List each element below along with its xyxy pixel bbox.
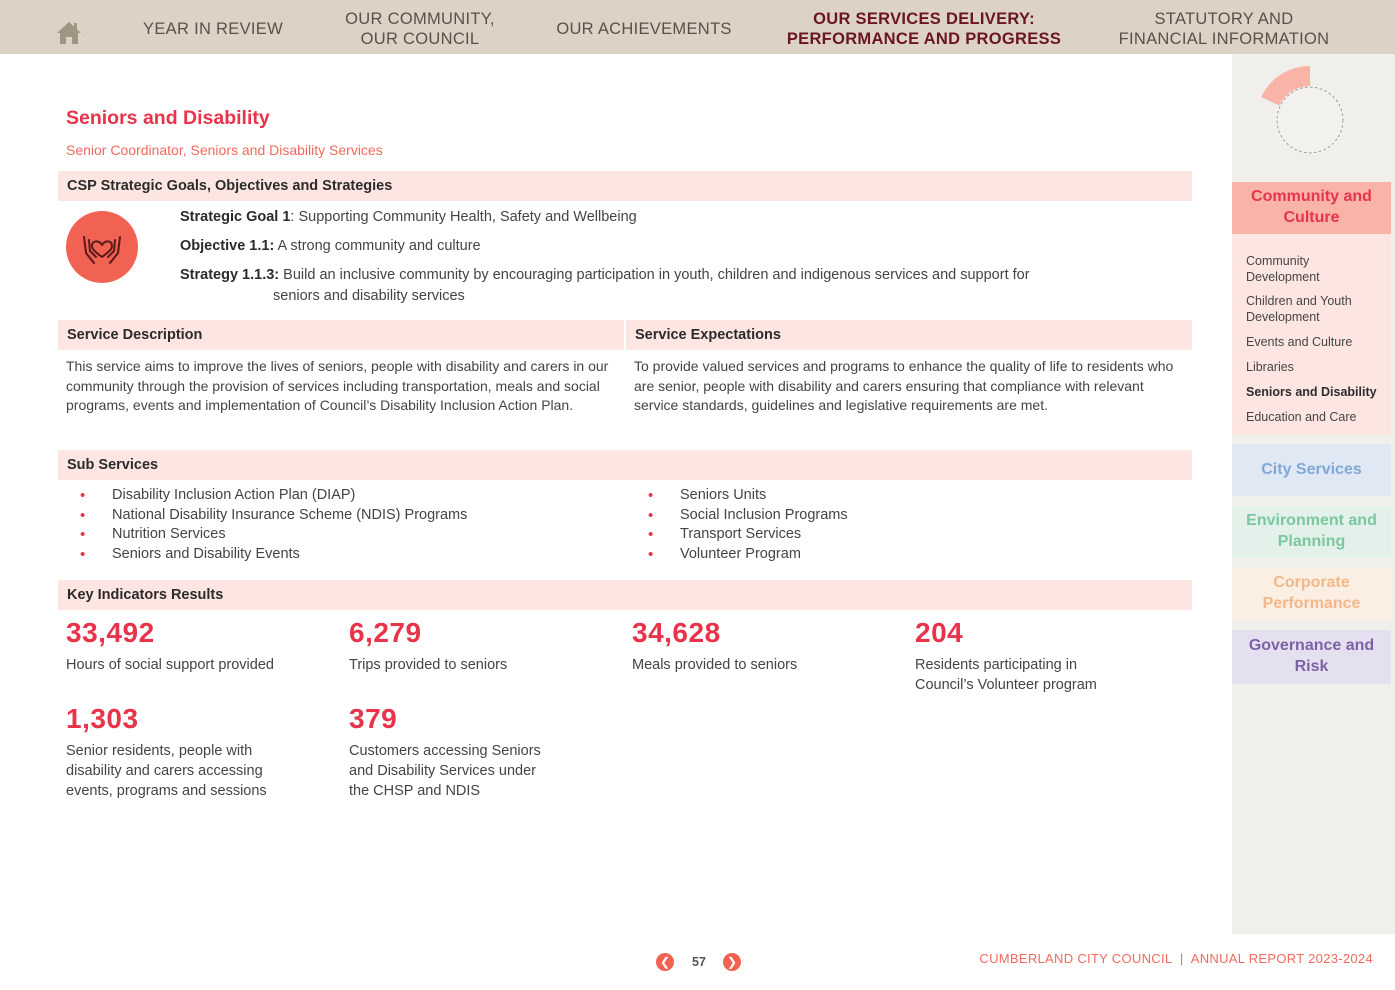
nav-label: OUR COUNCIL [360,30,480,48]
nav-label: OUR ACHIEVEMENTS [556,20,732,39]
section-tab-governance-risk[interactable]: Governance and Risk [1232,630,1391,684]
sub-services-list-right [648,486,848,564]
nav-our-services-delivery[interactable] [774,0,1074,54]
kpi-label: Senior residents, people with disability and carers accessing events, programs and sessions [66,743,267,799]
list-item: • Social Inclusion Programs [648,506,848,526]
nav-our-community[interactable] [320,0,520,54]
objective-label: Objective 1.1: [180,238,275,254]
list-item: • Transport Services [648,525,848,545]
progress-donut-svg [1256,66,1364,174]
service-expectations-text: To provide valued services and programs to enhance the quality of life to residents who are senior, people with disability and carers ensuring that compliance with relevant service standards, guidelines and legislative requirements are met. [634,358,1174,413]
kpi-card [915,617,1115,695]
progress-donut-icon [1256,66,1364,174]
list-item: • Nutrition Services [80,525,467,545]
page-number: 57 [692,955,706,969]
strategy-label: Strategy 1.1.3: [180,267,280,283]
nav-year-in-review[interactable] [128,0,298,54]
objective-line [180,236,481,256]
sidebar-item-seniors-disability[interactable]: Seniors and Disability [1246,385,1377,399]
kpi-value: 1,303 [66,703,139,734]
chevron-left-icon[interactable]: ❮ [656,953,674,971]
section-tab-corporate-performance[interactable]: Corporate Performance [1232,568,1391,620]
list-item: • National Disability Insurance Scheme (NDIS) Programs [80,506,467,526]
kpi-label: Residents participating in Council’s Volunteer program [915,657,1097,693]
kpi-value: 204 [915,617,964,648]
nav-label: FINANCIAL INFORMATION [1118,30,1330,48]
footer-council: CUMBERLAND CITY COUNCIL [979,951,1172,966]
section-tab-city-services[interactable]: City Services [1232,444,1391,496]
kpi-card [66,617,306,675]
strategic-goal-line [180,207,637,227]
goal-text: : Supporting Community Health, Safety and Wellbeing [290,209,637,225]
objective-text: A strong community and culture [274,238,481,254]
nav-statutory-financial[interactable] [1104,0,1344,54]
service-expectations-heading: Service Expectations [626,320,1192,350]
csp-heading: CSP Strategic Goals, Objectives and Strategies [58,171,1192,201]
list-item: • Disability Inclusion Action Plan (DIAP) [80,486,467,506]
nav-label: OUR COMMUNITY, [345,10,495,29]
goal-label: Strategic Goal 1 [180,209,291,225]
top-navigation [0,0,1395,54]
list-item: • Volunteer Program [648,545,848,565]
sidebar-item-children-youth[interactable]: Children and Youth Development [1246,294,1352,324]
service-description-heading: Service Description [58,320,624,350]
footer-separator: | [1179,951,1184,966]
footer-report: ANNUAL REPORT 2023-2024 [1190,951,1373,966]
kpi-card [349,703,554,801]
page-subtitle: Senior Coordinator, Seniors and Disability Services [66,142,383,158]
section-tab-environment-planning[interactable]: Environment and Planning [1232,506,1391,558]
kpi-card [632,617,872,675]
list-item: • Seniors and Disability Events [80,545,467,565]
heart-hands-icon [66,211,138,283]
kpi-value: 379 [349,703,398,734]
chevron-right-icon[interactable]: ❯ [723,953,741,971]
key-indicators-heading: Key Indicators Results [58,580,1192,610]
strategy-line [180,265,1030,285]
footer-brand [979,951,1373,966]
kpi-label: Meals provided to seniors [632,657,798,673]
service-description-text: This service aims to improve the lives of seniors, people with disability and carers in our community through the provision of services including transportation, meals and social programs, events and implementation of Council’s Disability Inclusion Action Plan. [66,358,609,413]
kpi-value: 34,628 [632,617,721,648]
sub-services-list-left [80,486,467,564]
nav-label: YEAR IN REVIEW [143,20,283,39]
strategy-text: Build an inclusive community by encouraging participation in youth, children and indigenous services and support for [279,267,1030,283]
home-icon[interactable] [56,20,82,46]
nav-label: PERFORMANCE AND PROGRESS [786,30,1062,48]
section-tab-community-culture[interactable]: Community and Culture [1232,182,1391,234]
kpi-label: Customers accessing Seniors and Disability Services under the CHSP and NDIS [349,743,541,799]
sub-services-heading: Sub Services [58,450,1192,480]
list-item: • Seniors Units [648,486,848,506]
sidebar-item-education-care[interactable]: Education and Care [1246,410,1357,424]
kpi-card [349,617,589,675]
nav-label: STATUTORY AND [1154,10,1294,29]
kpi-value: 33,492 [66,617,155,648]
strategy-text-continued: seniors and disability services [273,288,465,304]
page-title: Seniors and Disability [66,107,270,129]
nav-our-achievements[interactable] [544,0,744,54]
sidebar-item-events-culture[interactable]: Events and Culture [1246,335,1353,349]
sidebar-item-libraries[interactable]: Libraries [1246,360,1294,374]
sidebar-item-community-development[interactable]: Community Development [1246,254,1320,284]
nav-label: OUR SERVICES DELIVERY: [813,10,1035,29]
kpi-value: 6,279 [349,617,422,648]
kpi-card [66,703,281,801]
kpi-label: Hours of social support provided [66,657,274,673]
kpi-label: Trips provided to seniors [349,657,508,673]
